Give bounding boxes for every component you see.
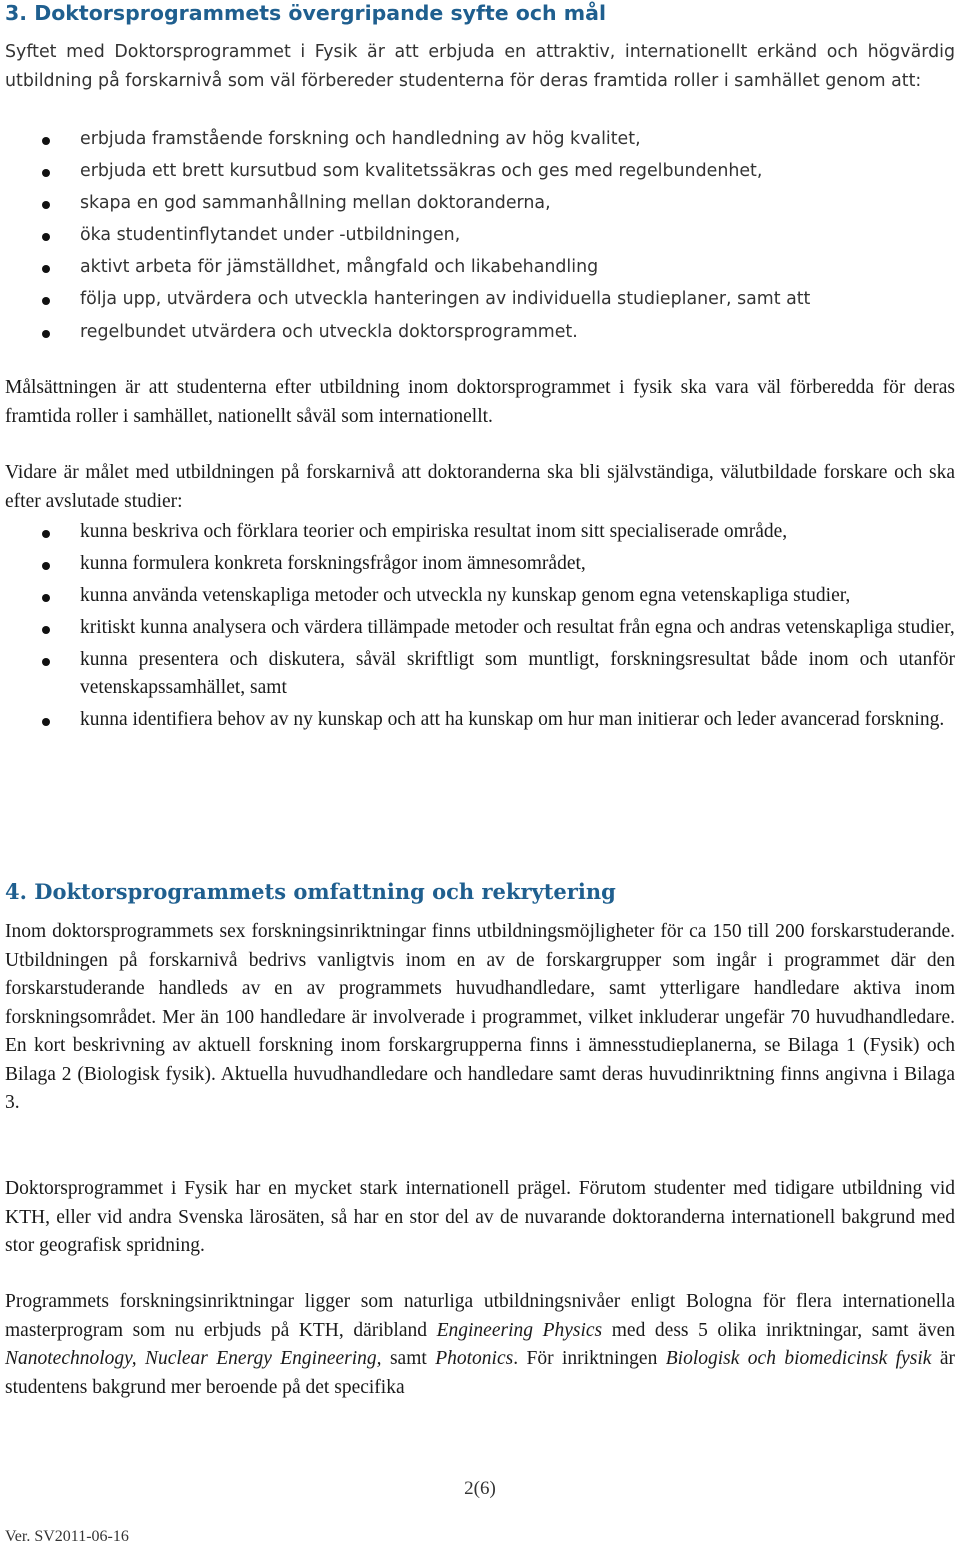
skills-list [0, 518, 955, 738]
program-name: Engineering Physics [436, 1319, 603, 1341]
list-item: öka studentinflytandet under -utbildningen, [0, 221, 955, 253]
section-4-paragraph-3: Programmets forskningsinriktningar ligger som naturliga utbildningsnivåer enligt Bologna för flera internationella masterprogram som nu erbjuds på KTH, däribland Engineering Physics med dess 5 olika inriktningar, samt även Nanotechnology, Nuclear Energy Engineering, samt Photonics. För inriktningen Biologisk och biomedicinsk fysik är studentens bakgrund mer beroende på det specifika [5, 1291, 955, 1398]
bullet-icon [42, 137, 50, 145]
list-item: aktivt arbeta för jämställdhet, mångfald och likabehandling [0, 253, 955, 285]
bullet-icon [42, 297, 50, 305]
bullet-icon [42, 330, 50, 338]
aim-paragraph: Vidare är målet med utbildningen på forskarnivå att doktoranderna ska bli självständiga, välutbildade forskare och ska efter avslutade studier: [5, 462, 955, 512]
program-name: Nanotechnology, Nuclear Energy Engineering, [5, 1348, 382, 1369]
list-item: skapa en god sammanhållning mellan doktoranderna, [0, 189, 955, 221]
bullet-icon [42, 169, 50, 177]
version-label: Ver. SV2011-06-16 [5, 1528, 129, 1545]
list-item: kunna identifiera behov av ny kunskap och att ha kunskap om hur man initierar och leder avancerad forskning. [0, 706, 955, 735]
page-number: 2(6) [464, 1478, 496, 1499]
bullet-icon [42, 718, 50, 726]
bullet-icon [42, 658, 50, 666]
section-4-paragraph-1: Inom doktorsprogrammets sex forskningsinriktningar finns utbildningsmöjligheter för ca 150 till 200 forskarstuderande. Utbildningen på forskarnivå bedrivs vanligtvis inom en av de forskargrupper som ingår i programmet där den forskarstuderande handleds av en av programmets huvudhandledare, samt ytterligare handledare aktiva inom forskningsområdet. Mer än 100 handledare är involverade i programmet, vilket inkluderar ungefär 70 huvudhandledare. En kort beskrivning av aktuell forskning inom forskargrupperna finns i ämnesstudieplanerna, se Bilaga 1 (Fysik) och Bilaga 2 (Biologisk fysik). Aktuella huvudhandledare och handledare samt deras huvudinriktning finns angivna i Bilaga 3. [5, 921, 955, 1113]
program-name: Biologisk och biomedicinsk fysik [665, 1348, 932, 1369]
list-item: erbjuda ett brett kursutbud som kvalitetssäkras och ges med regelbundenhet, [0, 157, 955, 189]
list-item: kunna använda vetenskapliga metoder och utveckla ny kunskap genom egna vetenskapliga studier, [0, 582, 955, 611]
program-name: Photonics [435, 1348, 514, 1369]
section-4-paragraph-2: Doktorsprogrammet i Fysik har en mycket stark internationell prägel. Förutom studenter med tidigare utbildning vid KTH, eller vid andra Svenska lärosäten, så har en stor del av de nuvarande doktoranderna internationell bakgrund med stor geografisk spridning. [5, 1178, 955, 1256]
list-item: regelbundet utvärdera och utveckla doktorsprogrammet. [0, 318, 955, 350]
list-item: erbjuda framstående forskning och handledning av hög kvalitet, [0, 125, 955, 157]
bullet-icon [42, 626, 50, 634]
bullet-icon [42, 594, 50, 602]
list-item: kritiskt kunna analysera och värdera tillämpade metoder och resultat från egna och andras vetenskapliga studier, [0, 614, 955, 643]
bullet-icon [42, 201, 50, 209]
section-3-heading: 3. Doktorsprogrammets övergripande syfte och mål [5, 1, 606, 25]
list-item: kunna formulera konkreta forskningsfrågor inom ämnesområdet, [0, 550, 955, 579]
bullet-icon [42, 562, 50, 570]
list-item: kunna beskriva och förklara teorier och empiriska resultat inom sitt specialiserade område, [0, 518, 955, 547]
bullet-icon [42, 265, 50, 273]
list-item: följa upp, utvärdera och utveckla hanteringen av individuella studieplaner, samt att [0, 285, 955, 317]
section-4-heading: 4. Doktorsprogrammets omfattning och rekrytering [5, 879, 616, 904]
goal-paragraph: Målsättningen är att studenterna efter utbildning inom doktorsprogrammet i fysik ska vara väl förberedda för deras framtida roller i samhället, nationellt såväl som internationellt. [5, 377, 955, 427]
purpose-list [0, 125, 955, 350]
bullet-icon [42, 233, 50, 241]
list-item: kunna presentera och diskutera, såväl skriftligt som muntligt, forskningsresultat både inom och utanför vetenskapssamhället, samt [0, 646, 955, 703]
bullet-icon [42, 530, 50, 538]
section-3-intro: Syftet med Doktorsprogrammet i Fysik är att erbjuda en attraktiv, internationellt erkänd och högvärdig utbildning på forskarnivå som väl förbereder studenterna för deras framtida roller i samhället genom att: [5, 42, 955, 91]
